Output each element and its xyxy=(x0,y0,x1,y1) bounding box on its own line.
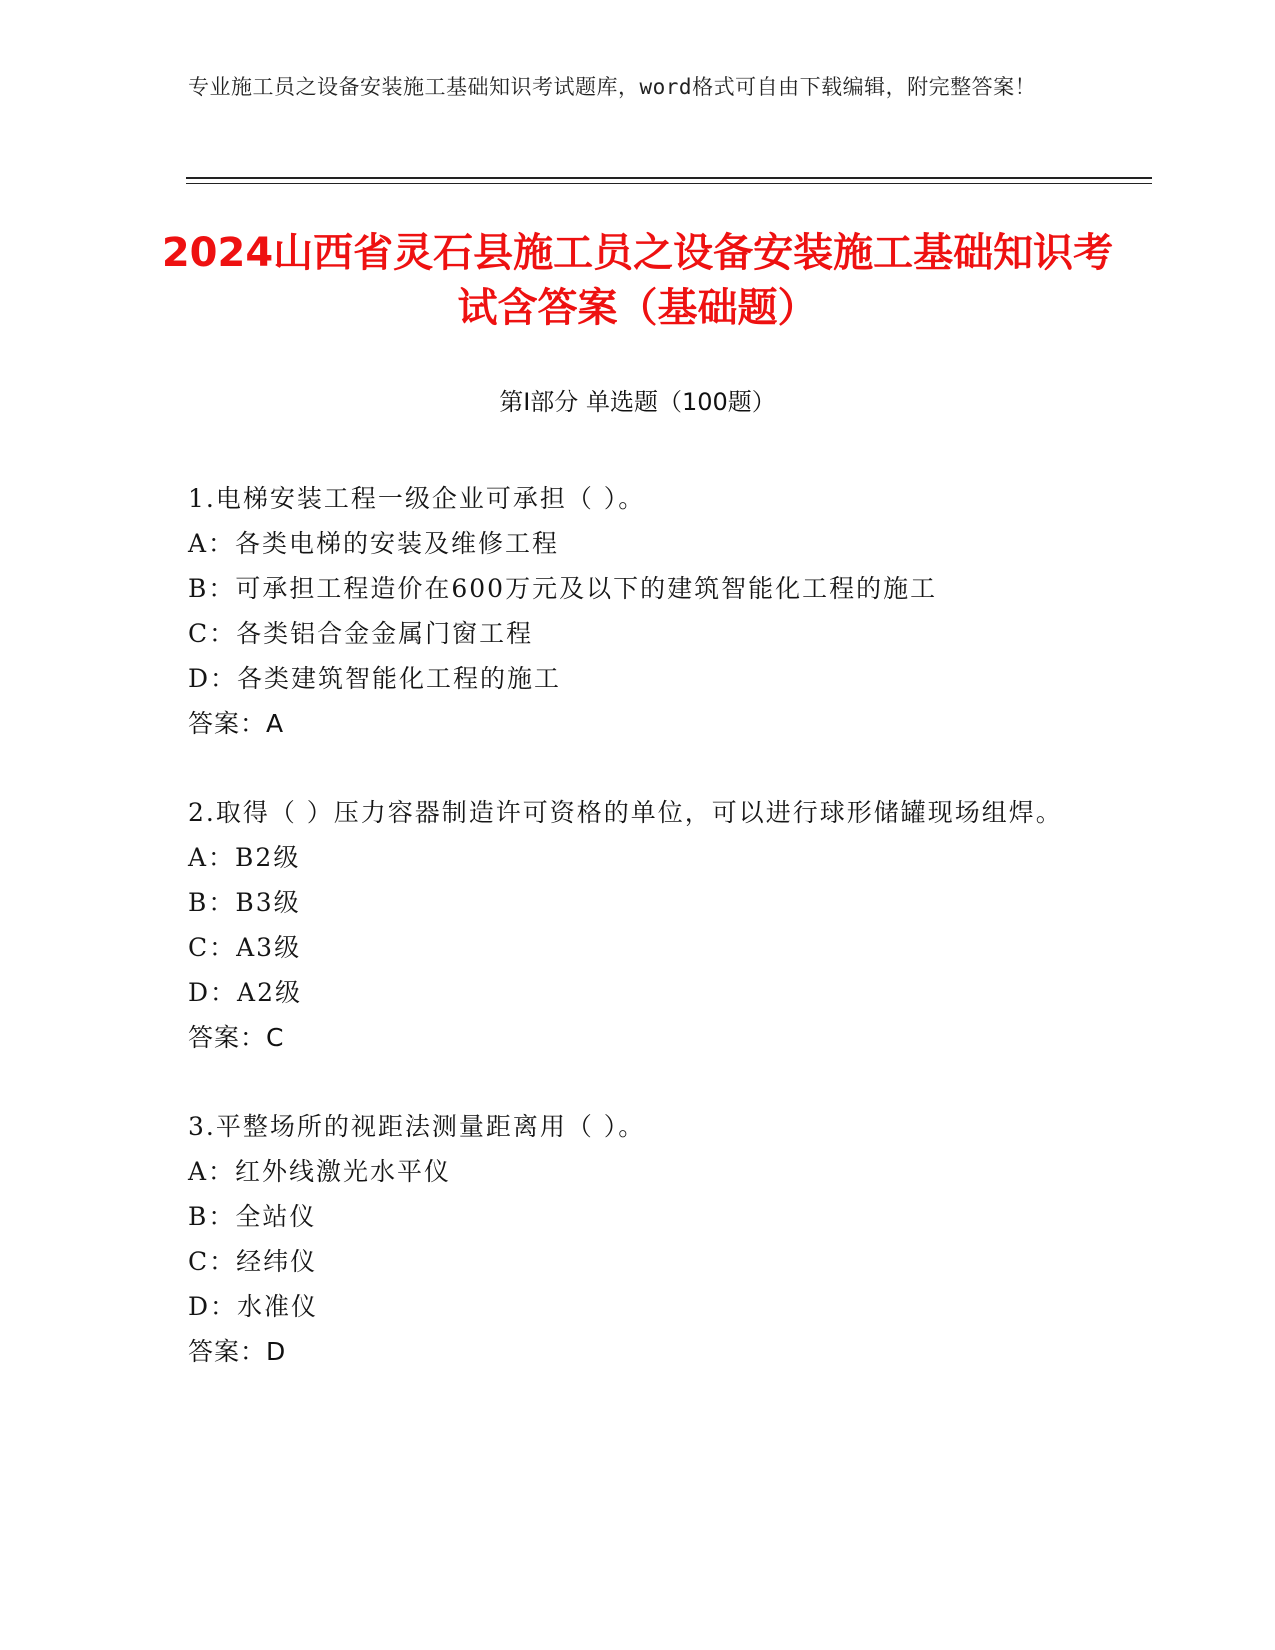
question-stem: 3.平整场所的视距法测量距离用（ ）。 xyxy=(188,1112,646,1141)
header-rule-thin xyxy=(186,183,1152,184)
document-title: 2024山西省灵石县施工员之设备安装施工基础知识考试含答案（基础题） xyxy=(161,230,1114,331)
option-c: C：各类铝合金金属门窗工程 xyxy=(188,619,534,648)
answer-line: 答案：D xyxy=(188,1337,287,1366)
option-b: B：B3级 xyxy=(188,888,301,917)
option-d: D：水准仪 xyxy=(188,1292,319,1321)
option-a: A：B2级 xyxy=(188,843,301,872)
question-list xyxy=(188,476,1088,1418)
question-stem: 2.取得（ ）压力容器制造许可资格的单位，可以进行球形储罐现场组焊。 xyxy=(188,798,1063,827)
header-rule-thick xyxy=(186,177,1152,179)
question-1 xyxy=(188,476,1088,746)
option-b: B：可承担工程造价在600万元及以下的建筑智能化工程的施工 xyxy=(188,574,938,603)
option-b: B：全站仪 xyxy=(188,1202,317,1231)
option-c: C：经纬仪 xyxy=(188,1247,318,1276)
header-note: 专业施工员之设备安装施工基础知识考试题库，word格式可自由下载编辑，附完整答案！ xyxy=(188,75,1037,99)
option-a: A：各类电梯的安装及维修工程 xyxy=(188,529,560,558)
question-3 xyxy=(188,1104,1088,1374)
answer-line: 答案：A xyxy=(188,709,285,738)
question-2 xyxy=(188,790,1088,1060)
option-d: D：各类建筑智能化工程的施工 xyxy=(188,664,562,693)
question-stem: 1.电梯安装工程一级企业可承担（ ）。 xyxy=(188,484,646,513)
section-heading: 第Ⅰ部分 单选题（100题） xyxy=(499,388,776,416)
option-d: D：A2级 xyxy=(188,978,303,1007)
answer-line: 答案：C xyxy=(188,1023,285,1052)
option-a: A：红外线激光水平仪 xyxy=(188,1157,452,1186)
option-c: C：A3级 xyxy=(188,933,302,962)
